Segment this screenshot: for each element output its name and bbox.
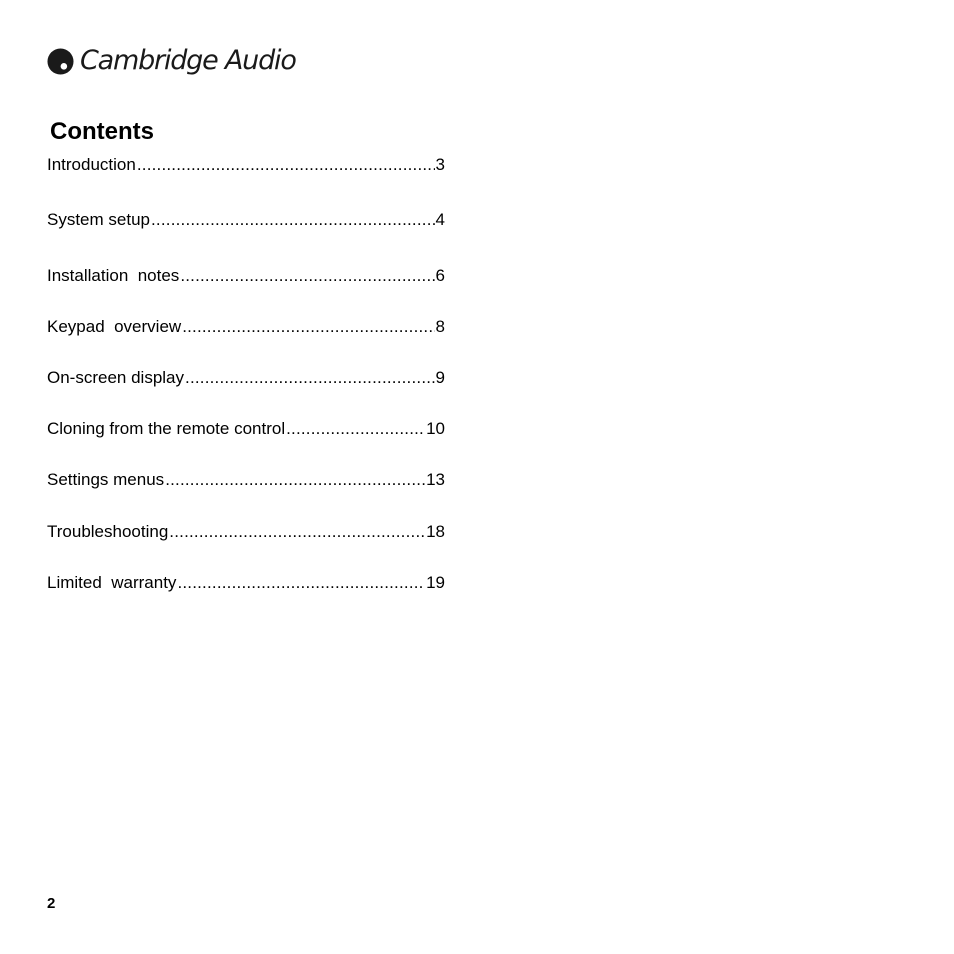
toc-leader-dots [165,469,425,491]
toc-entry[interactable] [47,265,445,287]
toc-entry[interactable] [47,367,445,389]
toc-entry-page: 3 [435,155,445,174]
toc-entry-title: Installation notes [47,266,180,285]
page-number: 2 [47,895,56,912]
toc-entry[interactable] [47,316,445,338]
toc-leader-dots [169,521,425,543]
toc-entry[interactable] [47,521,445,543]
toc-leader-dots [286,418,425,440]
toc-leader-dots [151,209,435,231]
toc-entry-title: Introduction [47,155,136,174]
toc-entry-page: 8 [435,317,445,336]
toc-entry-page: 13 [426,470,445,489]
toc-entry-page: 19 [426,573,445,592]
toc-leader-dots [137,154,435,176]
toc-entry-title: Limited warranty [47,573,177,592]
toc-entry-title: Settings menus [47,470,165,489]
toc-entry-title: System setup [47,210,150,229]
toc-entry[interactable] [47,154,445,176]
toc-entry[interactable] [47,209,445,231]
toc-leader-dots [185,367,435,389]
toc-entry-title: Keypad overview [47,317,182,336]
brand-name: Cambridge Audio [80,45,296,76]
toc-entry-page: 9 [435,368,445,387]
cambridge-audio-logo-icon [47,48,74,75]
toc-leader-dots [180,265,434,287]
toc-entry[interactable] [47,469,445,491]
contents-heading: Contents [50,118,154,145]
toc-leader-dots [177,572,425,594]
toc-entry-page: 4 [435,210,445,229]
toc-entry-title: Cloning from the remote control [47,419,286,438]
toc-entry[interactable] [47,572,445,594]
toc-entry-page: 18 [426,522,445,541]
toc-entry-page: 10 [426,419,445,438]
toc-entry-title: Troubleshooting [47,522,169,541]
toc-leader-dots [182,316,434,338]
toc-entry[interactable] [47,418,445,440]
toc-entry-title: On-screen display [47,368,185,387]
toc-entry-page: 6 [435,266,445,285]
brand-logo [47,44,296,78]
